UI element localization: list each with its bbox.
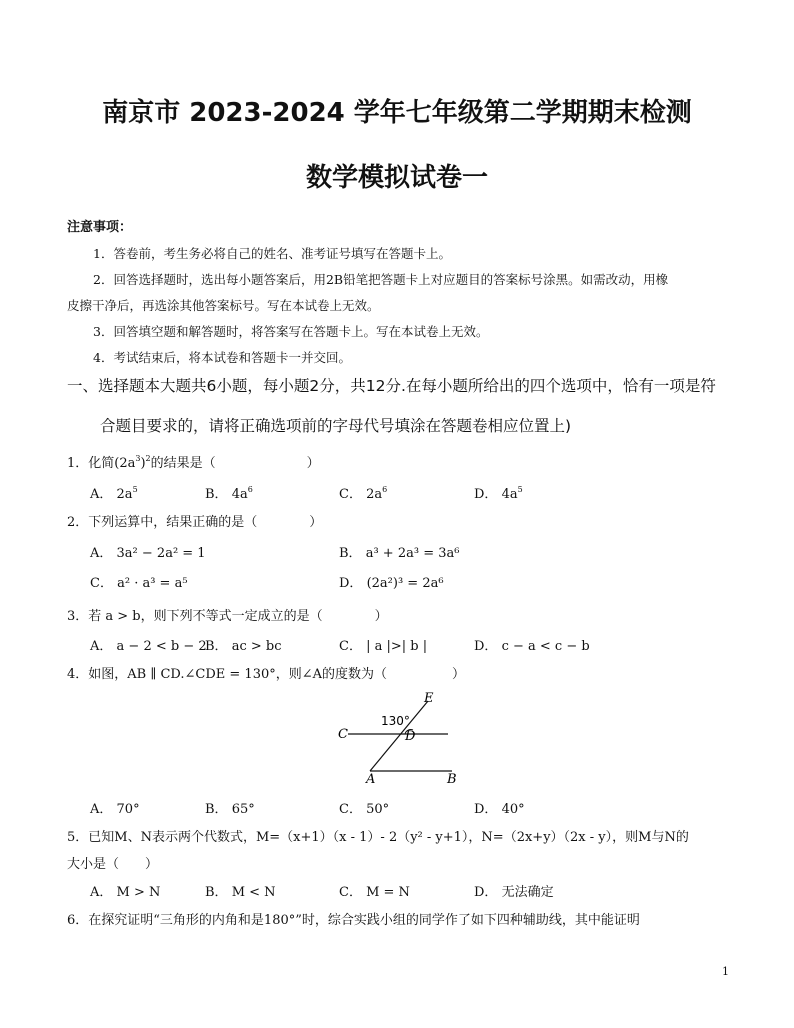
q3-option-d: D． c − a < c − b — [474, 639, 590, 654]
q5-option-c: C． M = N — [339, 885, 410, 900]
q4-option-d: D． 40° — [474, 802, 525, 817]
line-ae — [370, 701, 428, 771]
q5-option-b: B． M < N — [205, 885, 276, 900]
angle-label: 130° — [381, 714, 410, 728]
label-a: A — [366, 772, 376, 787]
note-item: 2．回答选择题时，选出每小题答案后，用2B铅笔把答题卡上对应题目的答案标号涂黑。如需改动，用橡 — [93, 272, 669, 287]
q1-pre: 1．化简 — [67, 456, 115, 471]
page-number: 1 — [722, 965, 729, 978]
q4-option-b: B． 65° — [205, 802, 255, 817]
section-heading: 一、选择题本大题共6小题，每小题2分，共12分.在每小题所给出的四个选项中，恰有一项是符 — [67, 377, 716, 395]
question-5-stem-cont: 大小是（ ） — [67, 857, 159, 872]
question-4-stem: 4．如图，AB ∥ CD.∠CDE = 130°，则∠A的度数为（ ） — [67, 667, 466, 682]
q3-option-c: C． | a |>| b | — [339, 639, 428, 654]
q2-option-c: C． a² · a³ = a⁵ — [90, 576, 188, 591]
q5-option-d: D． 无法确定 — [474, 885, 554, 900]
q1-expr: $(2a^3)^2$ — [114, 454, 151, 471]
q1-option-d: D． $4a^5$ — [474, 485, 523, 502]
question-3-stem: 3．若 a > b，则下列不等式一定成立的是（ ） — [67, 609, 388, 624]
q1-option-a: A． $2a^5$ — [90, 485, 138, 502]
label-b: B — [447, 772, 457, 787]
q2-option-b: B． a³ + 2a³ = 3a⁶ — [339, 546, 460, 561]
q2-option-d: D． (2a²)³ = 2a⁶ — [339, 576, 444, 591]
section-instruction: 合题目要求的，请将正确选项前的字母代号填涂在答题卷相应位置上) — [100, 417, 572, 435]
question-5-stem: 5．已知M、N表示两个代数式，M=（x+1）（x - 1）- 2（y² - y+1），N=（2x+y）（2x - y），则M与N的 — [67, 830, 689, 845]
question-6-stem: 6．在探究证明“三角形的内角和是180°”时，综合实践小组的同学作了如下四种辅助线，其中能证明 — [67, 913, 640, 928]
label-c: C — [338, 727, 348, 742]
question-1-stem — [67, 452, 320, 471]
q1-post: 的结果是（ ） — [150, 456, 320, 471]
note-item: 1．答卷前，考生务必将自己的姓名、准考证号填写在答题卡上。 — [93, 246, 451, 261]
q3-option-a: A． a − 2 < b − 2 — [90, 639, 207, 654]
label-e: E — [424, 691, 434, 706]
q4-option-c: C． 50° — [339, 802, 390, 817]
question-2-stem: 2．下列运算中，结果正确的是（ ） — [67, 515, 323, 530]
exam-subtitle: 数学模拟试卷一 — [305, 163, 488, 193]
q4-figure — [330, 688, 470, 788]
q1-option-b: B． $4a^6$ — [205, 485, 253, 502]
q3-option-b: B． ac > bc — [205, 639, 282, 654]
q1-option-c: C． $2a^6$ — [339, 485, 388, 502]
q4-option-a: A． 70° — [90, 802, 140, 817]
note-item: 皮擦干净后，再选涂其他答案标号。写在本试卷上无效。 — [67, 298, 380, 313]
q5-option-a: A． M > N — [90, 885, 161, 900]
note-item: 4．考试结束后，将本试卷和答题卡一并交回。 — [93, 350, 351, 365]
note-item: 3．回答填空题和解答题时，将答案写在答题卡上。写在本试卷上无效。 — [93, 324, 489, 339]
notes-heading: 注意事项： — [67, 220, 133, 235]
label-d: D — [405, 729, 416, 744]
q2-option-a: A． 3a² − 2a² = 1 — [90, 546, 206, 561]
exam-title: 南京市 2023-2024 学年七年级第二学期期末检测 — [102, 98, 692, 128]
